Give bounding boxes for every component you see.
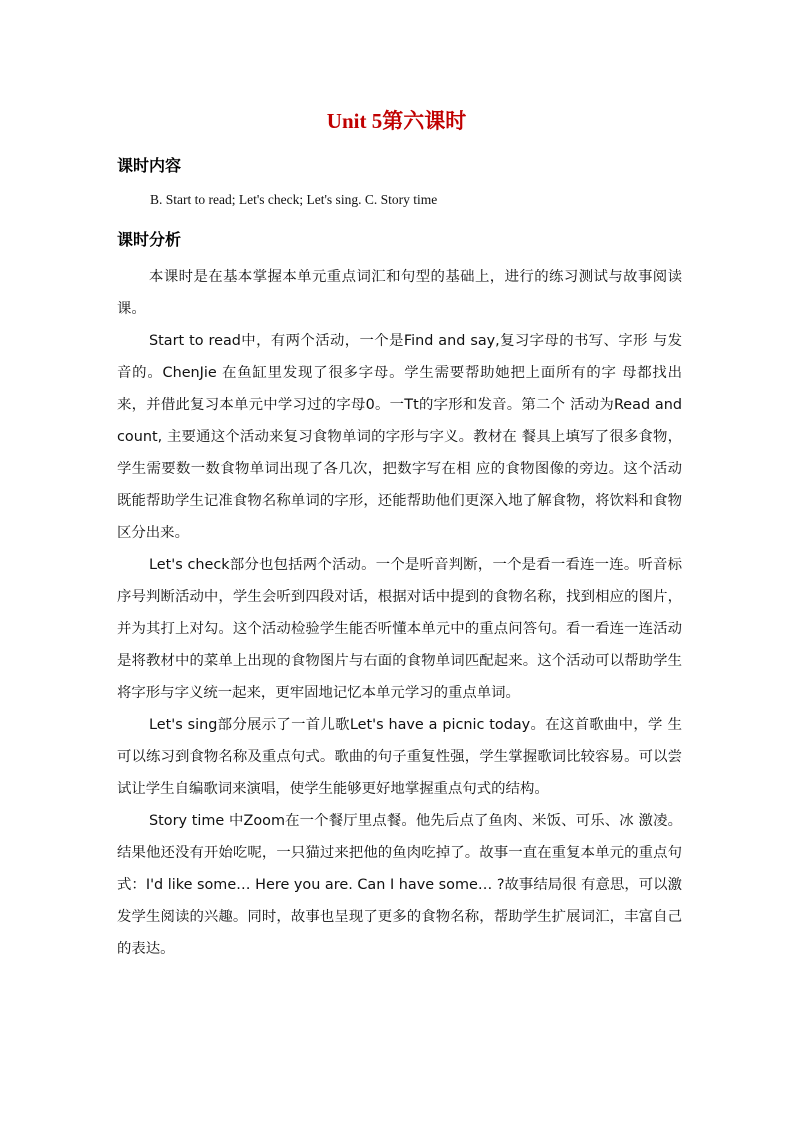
- lesson-content-line: B. Start to read; Let's check; Let's sing. C. Story time: [150, 192, 438, 207]
- section-heading-lesson-content: 课时内容: [117, 156, 182, 175]
- analysis-paragraph-lets-sing: Let's sing部分展示了一首儿歌Let's have a picnic today。在这首歌曲中，学 生可以练习到食物名称及重点句式。歌曲的句子重复性强，学生掌握歌词比较容易。可以尝试让学生自编歌词来演唱，使学生能够更好地掌握重点句式的结构。: [117, 717, 682, 797]
- document-title: Unit 5第六课时: [326, 109, 467, 133]
- analysis-paragraph-start-to-read: Start to read中，有两个活动，一个是Find and say,复习字母的书写、字形 与发音的。ChenJie 在鱼缸里发现了很多字母。学生需要帮助她把上面所有的字 母都找出来，并借此复习本单元中学习过的字母0。一Tt的字形和发音。第二个 活动为Read and count, 主要通这个活动来复习食物单词的字形与字义。教材在 餐具上填写了很多食物，学生需要数一数食物单词出现了各几次，把数字写在相 应的食物图像的旁边。这个活动既能帮助学生记准食物名称单词的字形，还能帮助他们更深入地了解食物，将饮料和食物区分出来。: [117, 333, 682, 541]
- analysis-paragraph-story-time: Story time 中Zoom在一个餐厅里点餐。他先后点了鱼肉、米饭、可乐、冰 激凌。结果他还没有开始吃呢，一只猫过来把他的鱼肉吃掉了。故事一直在重复本单元的重点句式：I'd like some… Here you are. Can I have some… ?故事结局很 有意思，可以激发学生阅读的兴趣。同时，故事也呈现了更多的食物名称，帮助学生扩展词汇，丰富自己的表达。: [117, 813, 682, 957]
- lesson-analysis-body: [117, 261, 682, 965]
- analysis-paragraph-lets-check: Let's check部分也包括两个活动。一个是听音判断，一个是看一看连一连。听音标序号判断活动中，学生会听到四段对话，根据对话中提到的食物名称，找到相应的图片，并为其打上对勾。这个活动检验学生能否听懂本单元中的重点问答句。看一看连一连活动是将教材中的菜单上出现的食物图片与右面的食物单词匹配起来。这个活动可以帮助学生将字形与字义统一起来，更牢固地记忆本单元学习的重点单词。: [117, 557, 682, 701]
- section-heading-lesson-analysis: 课时分析: [117, 230, 182, 249]
- analysis-paragraph-intro: 本课时是在基本掌握本单元重点词汇和句型的基础上，进行的练习测试与故事阅读课。: [117, 269, 682, 317]
